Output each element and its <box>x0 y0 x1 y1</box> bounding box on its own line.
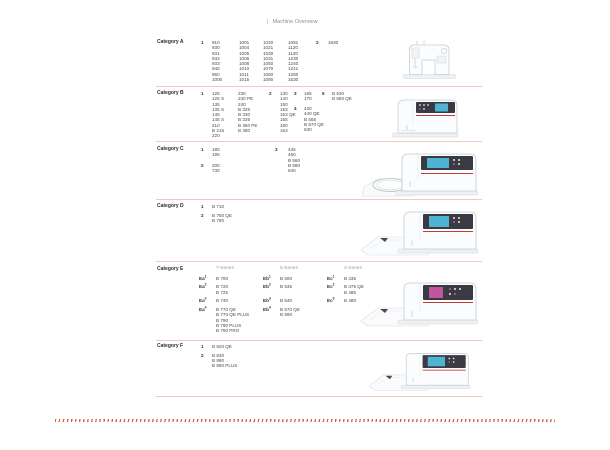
code-text: Ec <box>327 275 333 281</box>
model-number: 440 QE <box>304 111 320 117</box>
model-number: 1240 <box>288 61 299 67</box>
machine-code <box>327 273 344 281</box>
model-number: B 560 <box>288 157 301 163</box>
code-superscript: 2 <box>268 282 271 287</box>
model-number: 1011 <box>239 71 249 77</box>
models-column <box>280 284 327 295</box>
model-number: B 790 <box>216 317 229 323</box>
code-text: Ea <box>199 275 205 281</box>
model-number: 170 <box>304 96 312 102</box>
model-number: 910 <box>212 40 220 45</box>
model-number: 1630 <box>328 40 339 45</box>
model-number: 230 PE <box>238 96 254 102</box>
models-column <box>212 163 220 174</box>
model-number: B 725 <box>216 289 229 295</box>
model-number: 210 <box>212 122 220 128</box>
machine-code <box>327 298 344 303</box>
models-column <box>216 284 263 295</box>
model-number: 1091 <box>288 40 299 45</box>
machine-code <box>263 298 280 303</box>
model-number: 125 S <box>212 96 225 102</box>
model-number: 185 <box>212 152 220 158</box>
model-number: 931 <box>212 50 220 56</box>
models-column <box>216 298 263 303</box>
machine-code <box>327 307 344 333</box>
model-number: 1050 <box>263 61 274 67</box>
models-column <box>288 40 298 82</box>
code-superscript: 1 <box>204 273 207 278</box>
model-number: 940 <box>212 66 220 72</box>
model-number: B 580 <box>288 162 301 168</box>
model-number: 435 <box>288 147 296 152</box>
separator-line <box>156 261 482 262</box>
code-text: Ea <box>199 284 205 290</box>
model-number: 165 <box>304 91 312 96</box>
model-number: 153 <box>280 106 288 112</box>
machine-code <box>263 284 280 295</box>
model-number: B 590 <box>280 312 293 318</box>
code-superscript: 2 <box>332 282 335 287</box>
category-label: Category E <box>157 266 184 272</box>
model-number: B 780 <box>212 217 225 223</box>
model-number: B 790 PRO <box>216 328 240 334</box>
models-column <box>238 91 257 133</box>
machine-code <box>327 284 344 295</box>
model-number: B 435 <box>344 275 357 281</box>
models-column <box>280 307 327 333</box>
model-number: 1090 <box>263 77 274 83</box>
category-label: Category B <box>157 90 184 96</box>
series-header: 4-Series <box>344 266 362 271</box>
model-number: 1015 <box>239 77 250 83</box>
model-number: 1008 <box>239 61 250 67</box>
model-number: 140 <box>280 96 288 102</box>
model-number: 200 <box>212 162 220 168</box>
model-number: B 770 QE PLUS <box>216 312 250 318</box>
model-number: 230 <box>238 91 246 96</box>
models-column <box>263 40 273 82</box>
model-number: B 350 PE <box>238 122 258 128</box>
model-number: B 540 <box>280 298 293 304</box>
machine-code <box>263 307 280 333</box>
model-number: 1120 <box>288 45 298 51</box>
separator-line <box>156 86 482 87</box>
model-number: 155 <box>280 117 288 123</box>
model-number: 180 <box>212 147 220 152</box>
models-column <box>304 106 324 132</box>
model-number: 640 <box>288 168 296 174</box>
model-number: 145 S <box>212 117 225 123</box>
machine-code <box>263 273 280 281</box>
model-number: 1241 <box>288 66 299 72</box>
code-text: Ea <box>199 298 205 304</box>
model-number: B 380 <box>238 128 251 134</box>
models-column <box>280 276 327 281</box>
machine-photo-category-f <box>358 343 482 393</box>
model-number: B 880 PLUS <box>212 363 238 369</box>
model-number: 1260 <box>288 71 299 77</box>
model-number: 933 <box>212 61 220 67</box>
models-column <box>304 91 312 102</box>
model-number: 240 <box>238 101 246 107</box>
series-header: 5-Series <box>280 266 298 271</box>
models-column <box>212 91 224 139</box>
model-number: B 700 <box>216 275 229 281</box>
models-column <box>212 204 224 209</box>
group-number: 4 <box>294 106 297 111</box>
series-header: 7-Series <box>216 266 234 271</box>
models-column <box>216 307 263 333</box>
model-number: B 790 PLUS <box>216 323 242 329</box>
model-number: B 325 <box>238 106 251 112</box>
separator-line <box>156 141 482 142</box>
model-number: 1001 <box>239 40 250 45</box>
model-number: B 570 QE <box>280 307 300 313</box>
model-number: 153 QE <box>280 112 296 118</box>
machine-photo-category-e <box>358 267 482 333</box>
model-number: B 710 <box>212 204 225 209</box>
models-column <box>212 213 232 224</box>
model-number: 125 <box>212 91 220 96</box>
model-number: B 480 <box>344 298 357 304</box>
model-number: 1080 <box>263 71 274 77</box>
model-number: 930 <box>212 45 220 51</box>
model-number: 1000 <box>212 77 223 83</box>
header-divider-bar: | <box>267 19 269 25</box>
models-column <box>280 91 296 133</box>
models-column <box>212 353 237 369</box>
models-column <box>212 40 222 82</box>
dotted-cut-line <box>55 419 555 422</box>
model-number: 932 <box>212 55 220 61</box>
model-number: B 335 <box>238 117 251 123</box>
model-number: 1004 <box>239 45 250 51</box>
group-number: 3 <box>275 147 278 152</box>
model-number: B 820 QE <box>212 344 232 349</box>
model-number: B 720 <box>216 284 229 290</box>
model-number: 220 <box>212 133 220 139</box>
group-number: 1 <box>201 91 204 96</box>
page-title: Machine Overview <box>272 19 318 25</box>
model-number: B 330 <box>238 112 251 118</box>
model-number: B 535 <box>280 284 293 290</box>
model-number: B 750 QE <box>212 212 232 218</box>
models-column <box>216 276 263 281</box>
group-number: 2 <box>269 91 272 96</box>
code-superscript: 3 <box>204 296 207 301</box>
models-column <box>280 298 327 303</box>
models-column <box>288 147 300 173</box>
models-column <box>328 40 338 45</box>
group-number: 2 <box>201 162 204 168</box>
model-number: B 215 <box>212 128 225 134</box>
model-number: 130 <box>280 91 288 96</box>
code-superscript: 3 <box>268 296 271 301</box>
separator-line <box>156 396 482 397</box>
code-text: Ea <box>199 307 205 313</box>
group-number: 1 <box>201 147 204 152</box>
group-number: 1 <box>201 344 204 349</box>
model-number: 1005 <box>239 50 250 56</box>
code-text: Eb <box>263 307 269 313</box>
code-superscript: 4 <box>268 305 271 310</box>
model-number: 145 <box>212 112 220 118</box>
code-text: Eb <box>263 284 269 290</box>
model-number: B 830 <box>212 352 225 358</box>
model-number: 1230 <box>288 55 299 61</box>
group-number: 1 <box>201 204 204 209</box>
model-number: B 485 <box>344 289 357 295</box>
model-number: 163 <box>280 128 288 134</box>
machine-code <box>199 298 216 303</box>
model-number: 730 <box>212 167 220 173</box>
separator-line <box>156 340 482 341</box>
page-header <box>267 19 318 25</box>
category-label: Category D <box>157 203 184 209</box>
model-number: 630 <box>304 127 312 133</box>
model-number: B 770 QE <box>216 307 236 313</box>
model-number: 135 S <box>212 106 225 112</box>
code-superscript: 4 <box>204 305 207 310</box>
model-number: 450 <box>288 152 296 158</box>
category-label: Category A <box>157 39 184 45</box>
machine-code <box>199 273 216 281</box>
machine-code <box>199 284 216 295</box>
model-number: B 880 <box>212 357 225 363</box>
code-text: Eb <box>263 298 269 304</box>
model-number: 1006 <box>239 55 250 61</box>
code-text: Ec <box>327 298 333 304</box>
model-number: 150 <box>280 101 288 107</box>
model-number: 1530 <box>288 77 299 83</box>
machine-photo-category-b <box>383 91 463 140</box>
category-label: Category C <box>157 146 184 152</box>
models-column <box>239 40 249 82</box>
group-number: 1 <box>201 40 204 45</box>
code-superscript: 1 <box>332 273 335 278</box>
group-number: 2 <box>201 352 204 358</box>
group-number: 5 <box>322 91 325 96</box>
code-text: Eb <box>263 275 269 281</box>
code-superscript: 2 <box>204 282 207 287</box>
model-number: 160 <box>280 122 288 128</box>
machine-photo-category-d <box>358 200 482 258</box>
model-number: B 570 QE <box>304 121 324 127</box>
model-number: 1070 <box>263 66 274 72</box>
model-number: 950 <box>212 71 220 77</box>
model-number: 430 <box>304 106 312 111</box>
model-number: B 500 <box>280 275 293 281</box>
group-number: 3 <box>294 91 297 96</box>
machine-photo-category-a <box>397 36 463 84</box>
model-number: 1130 <box>288 50 298 56</box>
category-label: Category F <box>157 343 184 349</box>
group-number: 2 <box>201 212 204 218</box>
model-number: 135 <box>212 101 220 107</box>
code-superscript: 1 <box>268 273 271 278</box>
code-text: Ec <box>327 284 333 290</box>
model-number: 1010 <box>239 66 250 72</box>
model-number: B 555 <box>304 116 317 122</box>
group-number: 2 <box>316 40 319 45</box>
machine-photo-category-c <box>360 143 482 198</box>
model-number: B 740 <box>216 298 229 304</box>
model-number: 1030 <box>263 50 274 56</box>
machine-code <box>199 307 216 333</box>
model-number: 1021 <box>263 45 274 51</box>
model-number: B 530 <box>332 91 345 96</box>
code-superscript: 3 <box>332 296 335 301</box>
model-number: 1020 <box>263 40 274 45</box>
model-number: B 550 QE <box>332 96 352 102</box>
model-number: 1031 <box>263 55 274 61</box>
models-column <box>332 91 352 102</box>
models-column <box>212 147 220 158</box>
models-column <box>212 344 232 349</box>
model-number: B 475 QE <box>344 284 364 290</box>
